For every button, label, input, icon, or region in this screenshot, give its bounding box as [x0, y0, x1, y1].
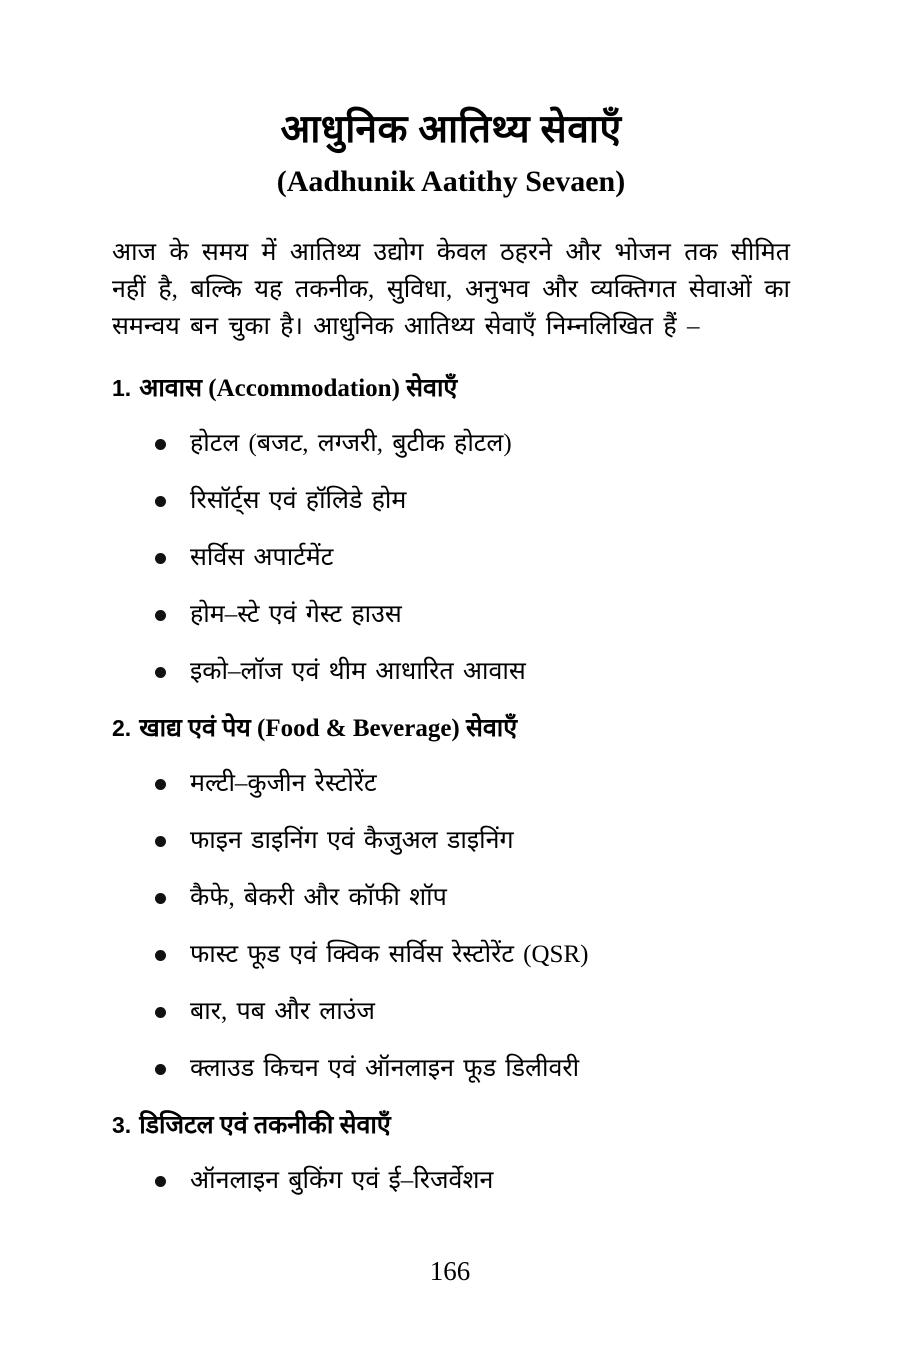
page-title: आधुनिक आतिथ्य सेवाएँ	[280, 108, 622, 151]
section-heading	[112, 373, 790, 404]
bullet-icon	[155, 998, 190, 1025]
bullet-icon	[155, 544, 190, 571]
bullet-list	[112, 1167, 790, 1194]
list-item	[155, 827, 790, 854]
section-number: 3.	[112, 1112, 132, 1138]
section-food-beverage	[112, 713, 790, 1082]
list-item	[155, 658, 790, 685]
section-heading	[112, 713, 790, 744]
page-number: 166	[429, 1256, 471, 1286]
section-number: 2.	[112, 715, 132, 741]
list-item-text: मल्टी–कुजीन रेस्टोरेंट	[190, 770, 377, 797]
list-item-text: सर्विस अपार्टमेंट	[190, 544, 334, 571]
list-item	[155, 941, 790, 968]
list-item-text: इको–लॉज एवं थीम आधारित आवास	[190, 658, 526, 685]
bullet-icon	[155, 487, 190, 514]
list-item	[155, 770, 790, 797]
section-title: डिजिटल एवं तकनीकी सेवाएँ	[139, 1112, 391, 1139]
bullet-list	[112, 770, 790, 1082]
section-title: खाद्य एवं पेय (Food & Beverage) सेवाएँ	[139, 715, 518, 742]
list-item-text: क्लाउड किचन एवं ऑनलाइन फूड डिलीवरी	[190, 1055, 580, 1082]
list-item	[155, 998, 790, 1025]
bullet-icon	[155, 827, 190, 854]
list-item	[155, 601, 790, 628]
bullet-icon	[155, 430, 190, 457]
bullet-icon	[155, 770, 190, 797]
list-item-text: होटल (बजट, लग्जरी, बुटीक होटल)	[190, 430, 512, 457]
list-item	[155, 884, 790, 911]
list-item-text: कैफे, बेकरी और कॉफी शॉप	[190, 884, 447, 911]
section-number: 1.	[112, 375, 132, 401]
bullet-icon	[155, 601, 190, 628]
list-item	[155, 430, 790, 457]
list-item-text: रिसॉर्ट्स एवं हॉलिडे होम	[190, 487, 407, 514]
intro-paragraph: आज के समय में आतिथ्य उद्योग केवल ठहरने और भोजन तक सीमित नहीं है, बल्कि यह तकनीक, सुविधा, अनुभव और व्यक्तिगत सेवाओं का समन्वय बन चुका है। आधुनिक आतिथ्य सेवाएँ निम्नलिखित हैं –	[112, 239, 790, 340]
section-title: आवास (Accommodation) सेवाएँ	[139, 375, 458, 402]
section-digital-tech	[112, 1110, 790, 1194]
list-item-text: ऑनलाइन बुकिंग एवं ई–रिजर्वेशन	[190, 1167, 494, 1194]
section-heading	[112, 1110, 790, 1141]
section-accommodation	[112, 373, 790, 685]
list-item	[155, 544, 790, 571]
bullet-list	[112, 430, 790, 685]
page-subtitle: (Aadhunik Aatithy Sevaen)	[276, 165, 626, 198]
list-item-text: बार, पब और लाउंज	[190, 998, 375, 1025]
bullet-icon	[155, 1055, 190, 1082]
list-item	[155, 487, 790, 514]
list-item	[155, 1167, 790, 1194]
bullet-icon	[155, 884, 190, 911]
list-item-text: फास्ट फूड एवं क्विक सर्विस रेस्टोरेंट (QSR)	[190, 941, 589, 968]
list-item-text: फाइन डाइनिंग एवं कैजुअल डाइनिंग	[190, 827, 514, 854]
bullet-icon	[155, 658, 190, 685]
list-item	[155, 1055, 790, 1082]
bullet-icon	[155, 1167, 190, 1194]
bullet-icon	[155, 941, 190, 968]
list-item-text: होम–स्टे एवं गेस्ट हाउस	[190, 601, 402, 628]
